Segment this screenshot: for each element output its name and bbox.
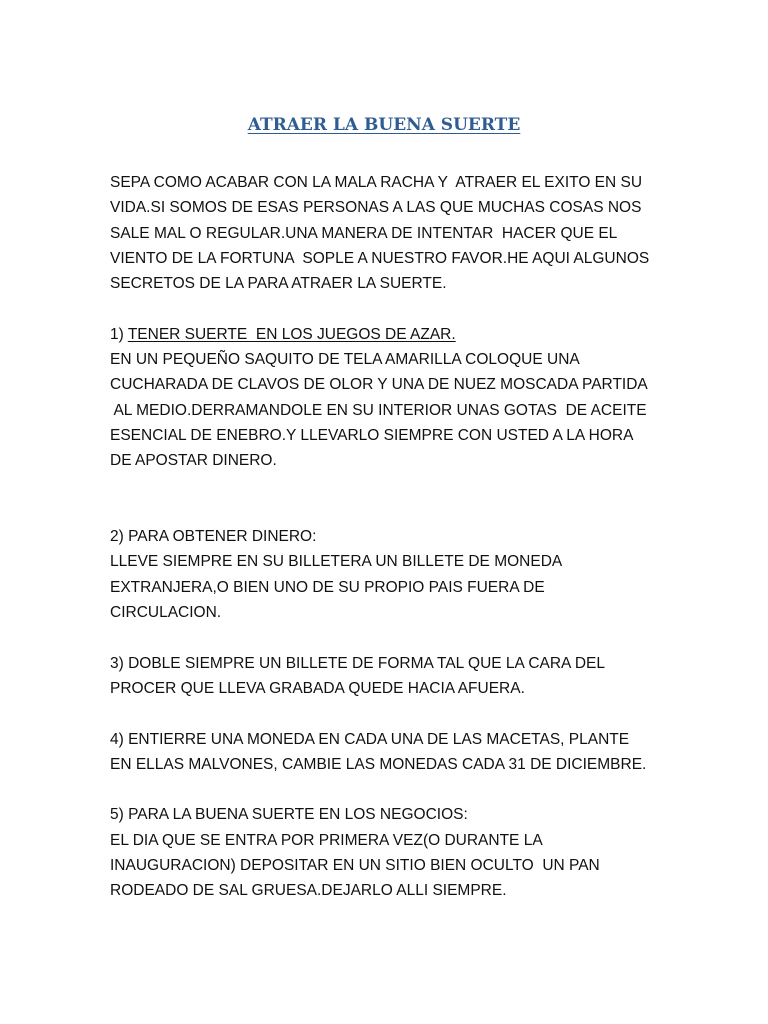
item-5-heading: 5) PARA LA BUENA SUERTE EN LOS NEGOCIOS:	[110, 806, 468, 824]
item-4-line: EN ELLAS MALVONES, CAMBIE LAS MONEDAS CADA 31 DE DICIEMBRE.	[110, 755, 647, 773]
item-1	[110, 322, 730, 474]
item-1-line: AL MEDIO.DERRAMANDOLE EN SU INTERIOR UNAS GOTAS DE ACEITE	[110, 401, 647, 419]
item-3-line: 3) DOBLE SIEMPRE UN BILLETE DE FORMA TAL QUE LA CARA DEL	[110, 654, 606, 672]
paragraph-gap	[110, 296, 730, 321]
item-3-line: PROCER QUE LLEVA GRABADA QUEDE HACIA AFUERA.	[110, 679, 525, 697]
paragraph-gap	[110, 777, 730, 802]
item-4-line: 4) ENTIERRE UNA MONEDA EN CADA UNA DE LAS MACETAS, PLANTE	[110, 730, 630, 748]
intro-paragraph	[110, 170, 730, 296]
item-4	[110, 727, 730, 778]
item-1-line: DE APOSTAR DINERO.	[110, 452, 277, 470]
item-5-line: EL DIA QUE SE ENTRA POR PRIMERA VEZ(O DURANTE LA	[110, 831, 543, 849]
item-5	[110, 802, 730, 903]
item-2-line: CIRCULACION.	[110, 604, 222, 622]
paragraph-gap	[110, 701, 730, 726]
item-1-heading: TENER SUERTE EN LOS JUEGOS DE AZAR.	[127, 325, 456, 343]
item-2-line: LLEVE SIEMPRE EN SU BILLETERA UN BILLETE DE MONEDA	[110, 553, 563, 571]
document-body	[110, 170, 730, 904]
intro-line: SALE MAL O REGULAR.UNA MANERA DE INTENTAR HACER QUE EL	[110, 224, 618, 242]
item-3	[110, 651, 730, 702]
paragraph-gap	[110, 625, 730, 650]
item-1-line: ESENCIAL DE ENEBRO.Y LLEVARLO SIEMPRE CON USTED A LA HORA	[110, 426, 634, 444]
item-1-number: 1)	[110, 325, 128, 343]
item-1-line: CUCHARADA DE CLAVOS DE OLOR Y UNA DE NUEZ MOSCADA PARTIDA	[110, 376, 648, 394]
item-2	[110, 524, 730, 625]
document-title: ATRAER LA BUENA SUERTE	[247, 115, 521, 135]
intro-line: SEPA COMO ACABAR CON LA MALA RACHA Y ATRAER EL EXITO EN SU	[110, 174, 643, 191]
item-1-heading-line	[110, 322, 730, 347]
item-2-line: EXTRANJERA,O BIEN UNO DE SU PROPIO PAIS FUERA DE	[110, 578, 545, 596]
intro-line: VIDA.SI SOMOS DE ESAS PERSONAS A LAS QUE MUCHAS COSAS NOS	[110, 199, 642, 217]
item-5-line: RODEADO DE SAL GRUESA.DEJARLO ALLI SIEMPRE.	[110, 882, 507, 900]
intro-line: VIENTO DE LA FORTUNA SOPLE A NUESTRO FAVOR.HE AQUI ALGUNOS	[110, 249, 650, 267]
item-5-line: INAUGURACION) DEPOSITAR EN UN SITIO BIEN OCULTO UN PAN	[110, 857, 600, 875]
intro-line: SECRETOS DE LA PARA ATRAER LA SUERTE.	[110, 275, 447, 293]
item-1-line: EN UN PEQUEÑO SAQUITO DE TELA AMARILLA COLOQUE UNA	[110, 351, 580, 369]
item-2-heading: 2) PARA OBTENER DINERO:	[110, 528, 317, 546]
paragraph-gap	[110, 474, 730, 525]
